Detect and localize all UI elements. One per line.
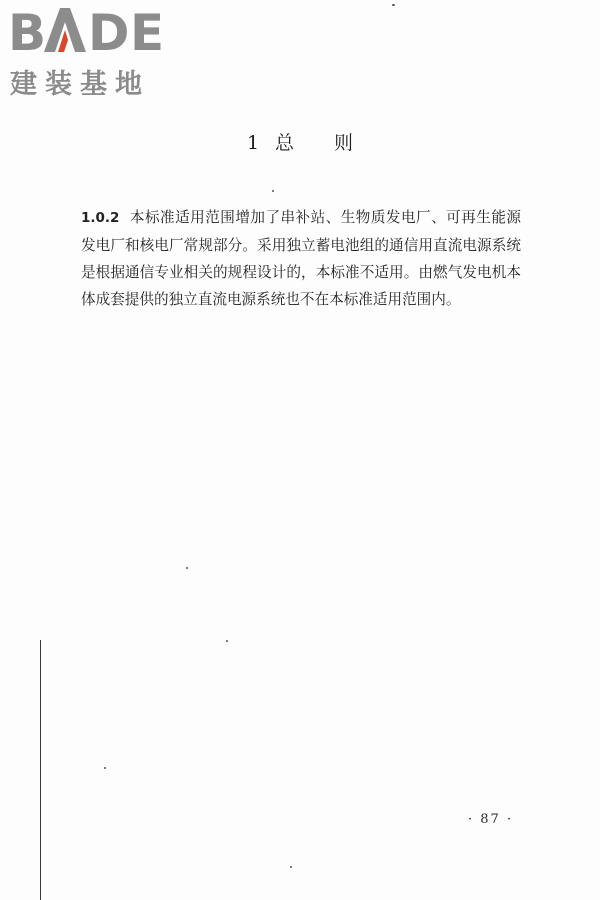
scan-speck [226, 640, 228, 642]
bade-logo-icon [8, 4, 178, 58]
clause-number: 1.0.2 [81, 210, 120, 226]
scan-speck [104, 767, 106, 769]
chapter-title-char-1: 总 [275, 132, 295, 154]
chapter-number: 1 [246, 132, 260, 154]
scan-speck [186, 567, 188, 569]
scan-speck [392, 4, 395, 6]
clause-paragraph [81, 204, 521, 313]
svg-text:D: D [88, 4, 130, 58]
chapter-title-char-2: 则 [334, 132, 354, 154]
svg-text:B: B [8, 4, 47, 58]
svg-text:E: E [130, 4, 165, 58]
watermark-logo [8, 4, 178, 100]
page-number: · 87 · [468, 812, 514, 827]
logo-chinese-text: 建装基地 [10, 69, 150, 100]
clause-text: 本标准适用范围增加了串补站、生物质发电厂、可再生能源发电厂和核电厂常规部分。采用独立蓄电池组的通信用直流电源系统是根据通信专业相关的规程设计的，本标准不适用。由燃气发电机本体成套提供的独立直流电源系统也不在本标准适用范围内。 [81, 209, 521, 308]
scan-speck [272, 190, 274, 192]
scan-speck [290, 866, 292, 868]
logo-a-mark [44, 8, 86, 52]
scan-edge-line [40, 640, 41, 900]
chapter-title [0, 128, 600, 155]
